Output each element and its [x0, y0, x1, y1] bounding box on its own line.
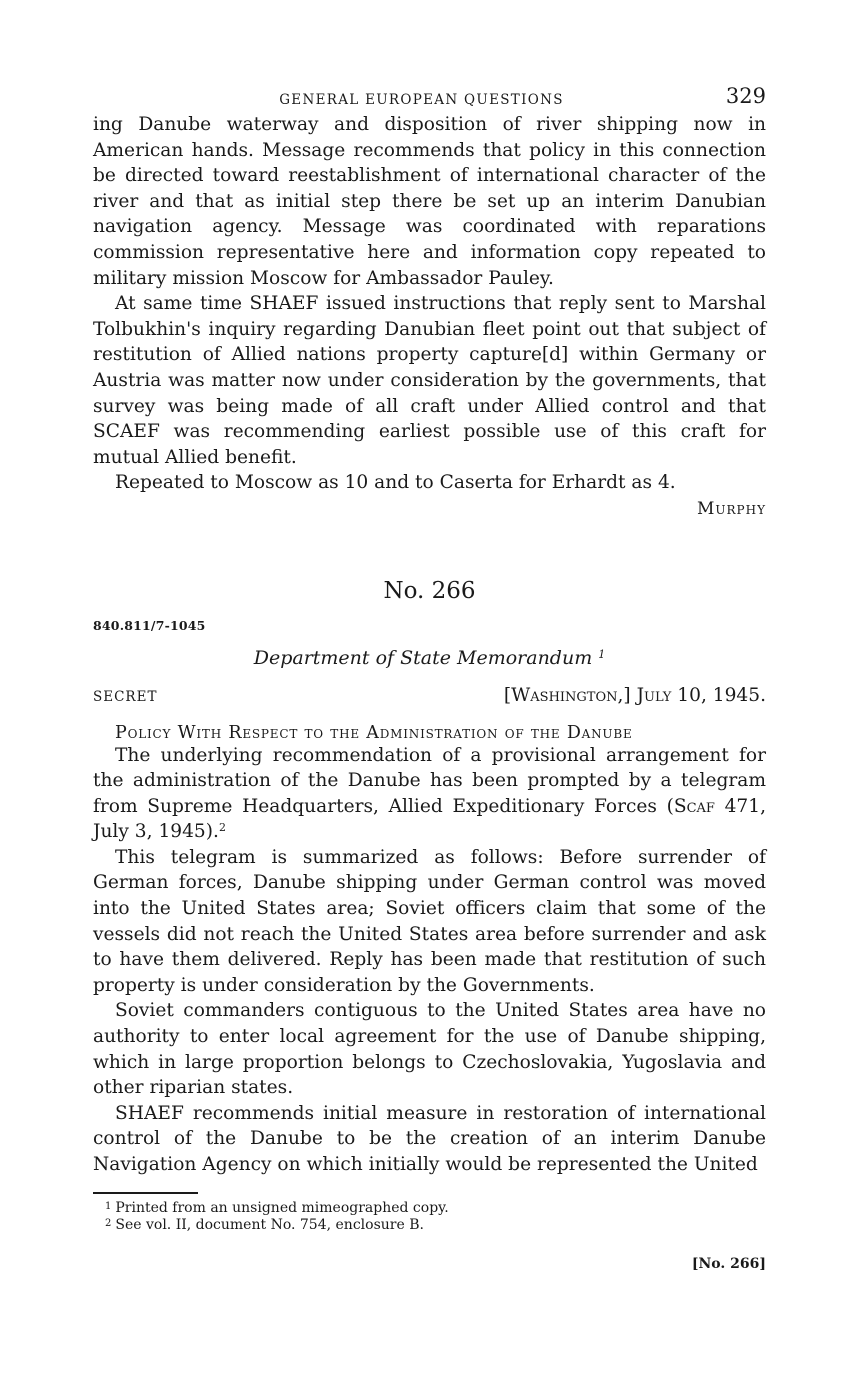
classification-label: SECRET [93, 688, 158, 705]
footnote-marker: 2 [105, 1218, 112, 1230]
footnote-reference: 1 [598, 647, 606, 661]
running-header [93, 78, 766, 112]
paragraph-text: 471, July 3, 1945). [93, 795, 767, 843]
footnotes [93, 1199, 766, 1234]
document-type-label: Department of State Memorandum [253, 646, 593, 669]
signature: Murphy [696, 498, 766, 519]
folio: [No. 266] [691, 1255, 766, 1272]
telegram-reference: Scaf [673, 795, 715, 817]
footnote-text: Printed from an unsigned mimeographed copy. [115, 1199, 449, 1216]
document-type [93, 647, 766, 669]
footnote-marker: 1 [105, 1200, 112, 1212]
footnote-divider [93, 1192, 198, 1194]
body-paragraph: Soviet commanders contiguous to the United States area have no authority to enter local agreement for the use of Danube shipping, which in large proportion belongs to Czechoslovakia, Yugoslavia and other riparian states. [93, 1000, 766, 1099]
body-paragraph: At same time SHAEF issued instructions that reply sent to Marshal Tolbukhin's inquiry regarding Danubian fleet point out that subject of restitution of Allied nations property capture[d] within Germany or Austria was matter now under consideration by the governments, that survey was being made of all craft under Allied control and that SCAEF was recommending earliest possible use of this craft for mutual Allied benefit. [93, 293, 766, 468]
document-meta-row [93, 685, 766, 706]
body-paragraph [93, 743, 766, 845]
file-number: 840.811/7-1045 [93, 617, 206, 633]
footnote [93, 1216, 766, 1234]
footnote-text: See vol. II, document No. 754, enclosure B. [115, 1217, 424, 1234]
body-paragraph: ing Danube waterway and disposition of river shipping now in American hands. Message recommends that policy in this connection be directed toward reestablishment of international character of the river and that as initial step there be set up an interim Danubian navigation agency. Message was coordinated with reparations commission representative here and information copy repeated to military mission Moscow for Ambassador Pauley. [93, 114, 766, 289]
body-paragraph: SHAEF recommends initial measure in restoration of international control of the Danube to be the creation of an interim Danube Navigation Agency on which initially would be represented the United [93, 1102, 766, 1175]
dateline: [Washington,] July 10, 1945. [503, 684, 766, 706]
paragraph-text: The underlying recommendation of a provisional arrangement for the administration of the Danube has been prompted by a telegram from Supreme Headquarters, Allied Expeditionary Forces ( [93, 744, 766, 817]
body-paragraph: This telegram is summarized as follows: Before surrender of German forces, Danube shipping under German control was moved into the United States area; Soviet officers claim that some of the vessels did not reach the United States area before surrender and ask to have them delivered. Reply has been made that restitution of such property is under consideration by the Governments. [93, 846, 766, 996]
subject-title: Policy With Respect to the Administration of the Danube [115, 722, 633, 743]
footnote [93, 1199, 766, 1217]
document-number: No. 266 [383, 577, 476, 604]
memorandum-text [93, 743, 766, 1178]
running-title: GENERAL EUROPEAN QUESTIONS [279, 92, 564, 108]
page-number: 329 [725, 84, 766, 108]
footnote-reference: 2 [218, 821, 226, 835]
preceding-document-text [93, 112, 766, 523]
body-paragraph: Repeated to Moscow as 10 and to Caserta for Erhardt as 4. [115, 472, 676, 494]
document-page [93, 78, 766, 1272]
